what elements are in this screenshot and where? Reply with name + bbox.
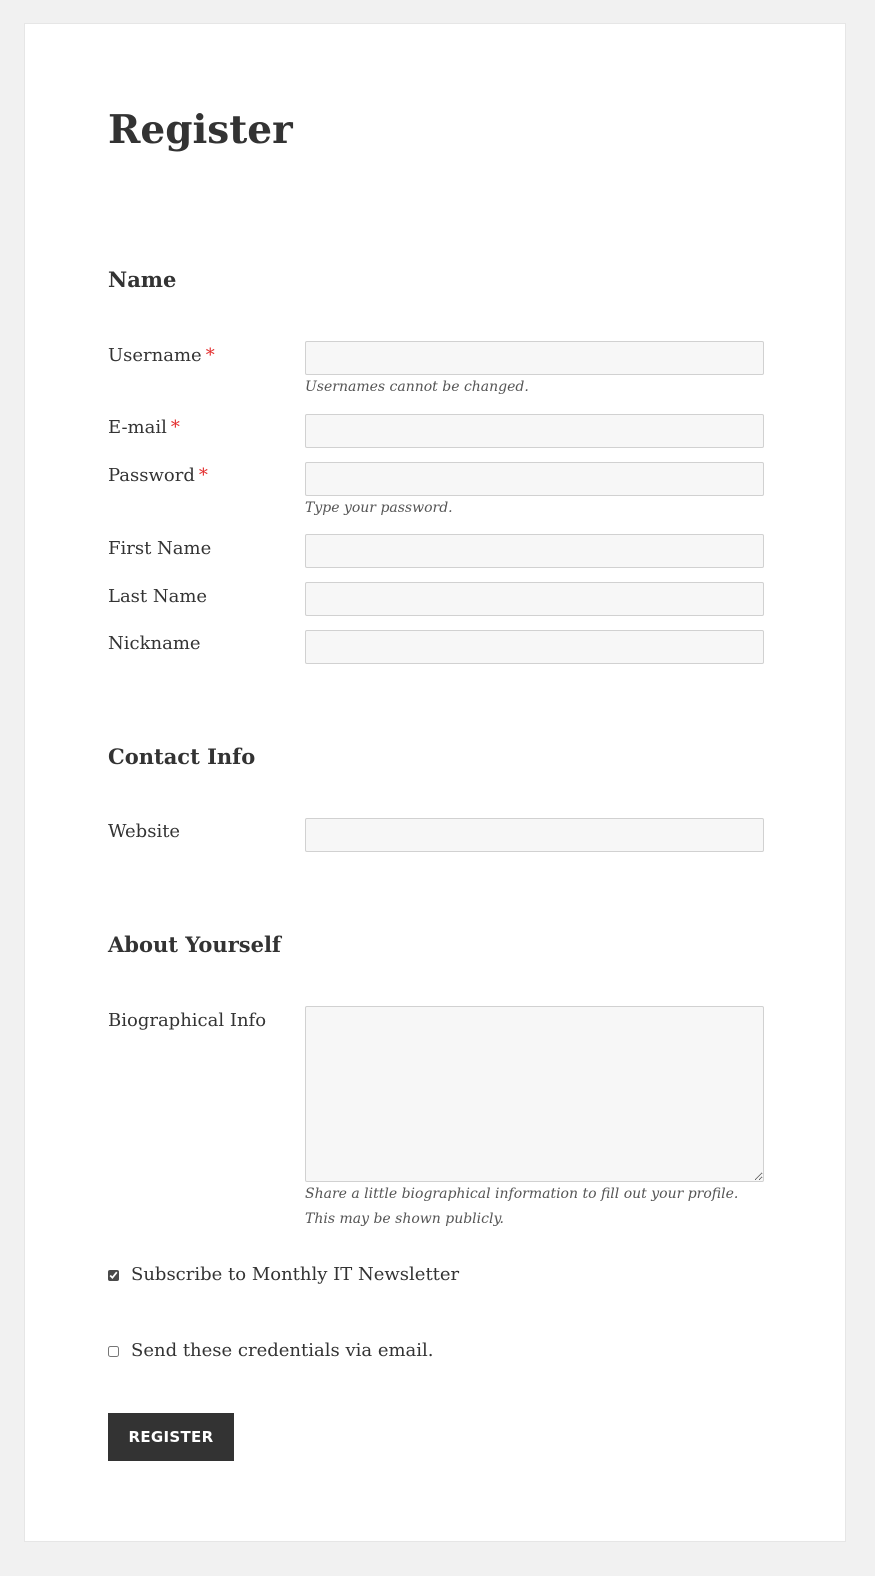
- username-input[interactable]: [305, 341, 764, 375]
- last-name-label: Last Name: [108, 586, 208, 607]
- section-title-contact: Contact Info: [108, 744, 256, 769]
- required-asterisk: *: [170, 417, 180, 438]
- newsletter-checkbox[interactable]: [108, 1270, 119, 1281]
- password-label: [108, 464, 208, 488]
- website-label: Website: [108, 821, 181, 842]
- send-credentials-checkbox[interactable]: [108, 1346, 119, 1357]
- bio-label: Biographical Info: [108, 1010, 267, 1031]
- last-name-input[interactable]: [305, 582, 764, 616]
- page-title: Register: [108, 107, 293, 153]
- nickname-input[interactable]: [305, 630, 764, 664]
- first-name-input[interactable]: [305, 534, 764, 568]
- username-label: [108, 344, 215, 368]
- username-hint: Usernames cannot be changed.: [305, 379, 529, 395]
- first-name-label: First Name: [108, 538, 212, 559]
- required-asterisk: *: [198, 465, 208, 486]
- section-title-about: About Yourself: [108, 932, 281, 957]
- email-label: [108, 416, 180, 440]
- required-asterisk: *: [205, 345, 215, 366]
- email-label-text: E-mail: [108, 417, 167, 438]
- nickname-label: Nickname: [108, 633, 201, 654]
- section-title-name: Name: [108, 267, 177, 292]
- password-hint: Type your password.: [305, 500, 453, 516]
- registration-card: [24, 23, 846, 1542]
- website-input[interactable]: [305, 818, 764, 852]
- newsletter-label[interactable]: Subscribe to Monthly IT Newsletter: [131, 1264, 460, 1285]
- bio-hint-line-2: This may be shown publicly.: [305, 1211, 504, 1227]
- send-credentials-label[interactable]: Send these credentials via email.: [131, 1340, 434, 1361]
- email-input[interactable]: [305, 414, 764, 448]
- bio-hint-line-1: Share a little biographical information to fill out your profile.: [305, 1186, 739, 1202]
- register-button[interactable]: REGISTER: [108, 1413, 234, 1461]
- bio-textarea[interactable]: [305, 1006, 764, 1182]
- password-label-text: Password: [108, 465, 195, 486]
- username-label-text: Username: [108, 345, 202, 366]
- password-input[interactable]: [305, 462, 764, 496]
